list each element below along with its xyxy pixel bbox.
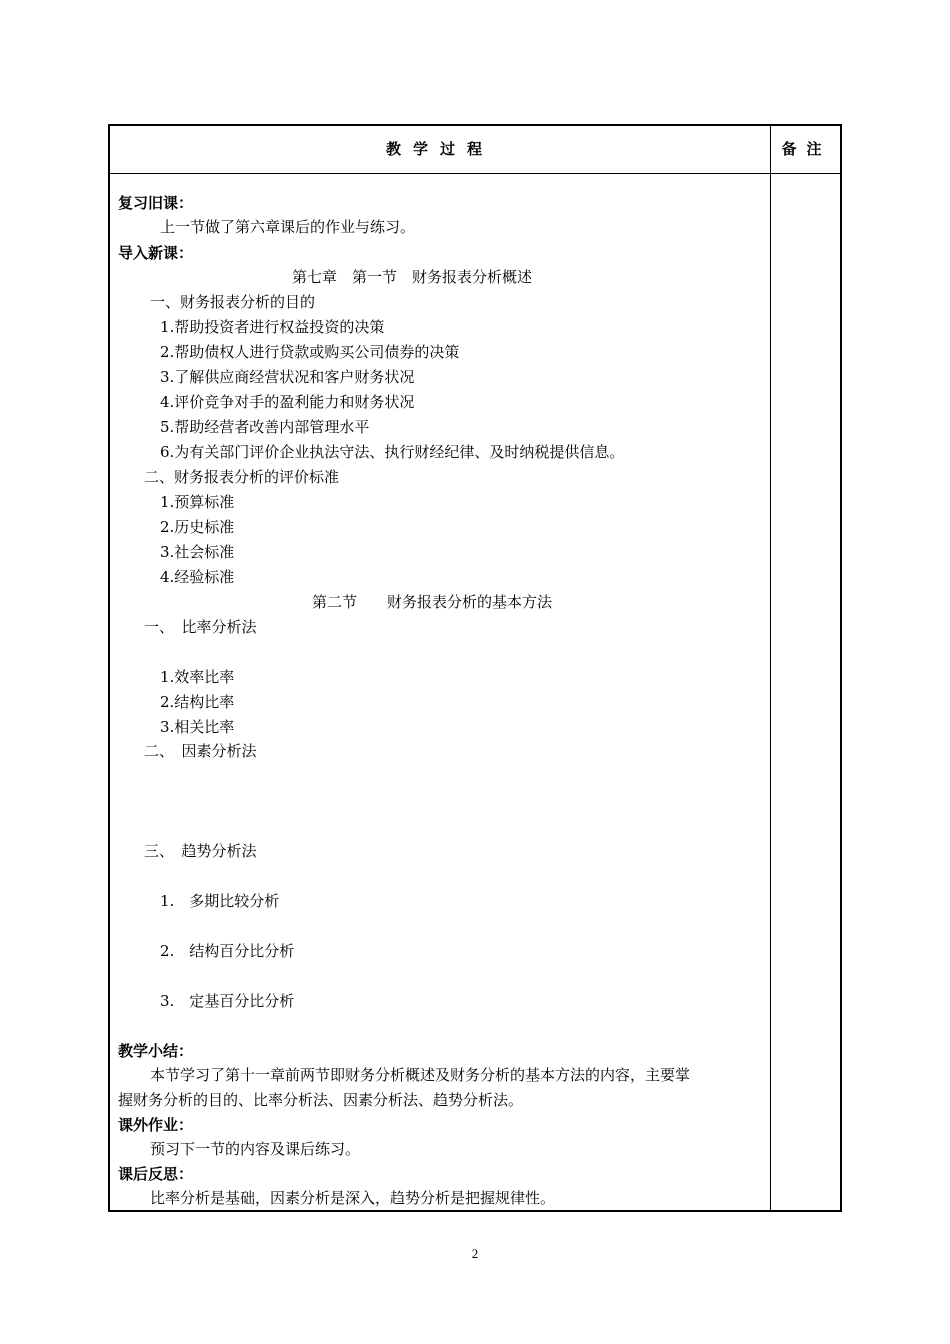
homework-text: 预习下一节的内容及课后练习。: [150, 1140, 361, 1158]
reflection-title: 课后反思：: [118, 1165, 194, 1183]
review-title: 复习旧课：: [118, 194, 194, 212]
standard-heading: 二、财务报表分析的评价标准: [144, 468, 340, 486]
list-item: 3. 定基百分比分析: [160, 992, 295, 1010]
intro-title: 导入新课：: [118, 244, 194, 262]
list-item: 2.历史标准: [160, 518, 235, 536]
trend-heading: 三、 趋势分析法: [144, 842, 257, 860]
list-item: 1.帮助投资者进行权益投资的决策: [160, 318, 385, 336]
list-item: 6.为有关部门评价企业执法守法、执行财经纪律、及时纳税提供信息。: [160, 443, 625, 461]
summary-title: 教学小结：: [118, 1042, 194, 1060]
header-divider: [110, 173, 840, 174]
list-item: 5.帮助经营者改善内部管理水平: [160, 418, 370, 436]
header-notes: 备注: [781, 140, 832, 158]
ratio-heading: 一、 比率分析法: [144, 618, 257, 636]
column-divider: [770, 126, 771, 1210]
header-teaching-process: 教学过程: [385, 140, 494, 158]
list-item: 4.经验标准: [160, 568, 235, 586]
homework-title: 课外作业：: [118, 1116, 194, 1134]
list-item: 4.评价竞争对手的盈利能力和财务状况: [160, 393, 415, 411]
list-item: 3.了解供应商经营状况和客户财务状况: [160, 368, 415, 386]
summary-line-2: 握财务分析的目的、比率分析法、因素分析法、趋势分析法。: [118, 1091, 524, 1109]
list-item: 2.结构比率: [160, 693, 235, 711]
purpose-heading: 一、财务报表分析的目的: [150, 293, 316, 311]
chapter-title: 第七章 第一节 财务报表分析概述: [292, 268, 533, 286]
section2-title: 第二节 财务报表分析的基本方法: [312, 593, 553, 611]
reflection-text: 比率分析是基础，因素分析是深入，趋势分析是把握规律性。: [150, 1189, 556, 1207]
summary-line-1: 本节学习了第十一章前两节即财务分析概述及财务分析的基本方法的内容，主要掌: [150, 1066, 691, 1084]
page-number: 2: [471, 1246, 479, 1261]
factor-heading: 二、 因素分析法: [144, 742, 257, 760]
list-item: 1.预算标准: [160, 493, 235, 511]
review-text: 上一节做了第六章课后的作业与练习。: [160, 218, 416, 236]
list-item: 3.社会标准: [160, 543, 235, 561]
list-item: 1.效率比率: [160, 668, 235, 686]
list-item: 1. 多期比较分析: [160, 892, 280, 910]
list-item: 2. 结构百分比分析: [160, 942, 295, 960]
list-item: 3.相关比率: [160, 718, 235, 736]
list-item: 2.帮助债权人进行贷款或购买公司债券的决策: [160, 343, 460, 361]
